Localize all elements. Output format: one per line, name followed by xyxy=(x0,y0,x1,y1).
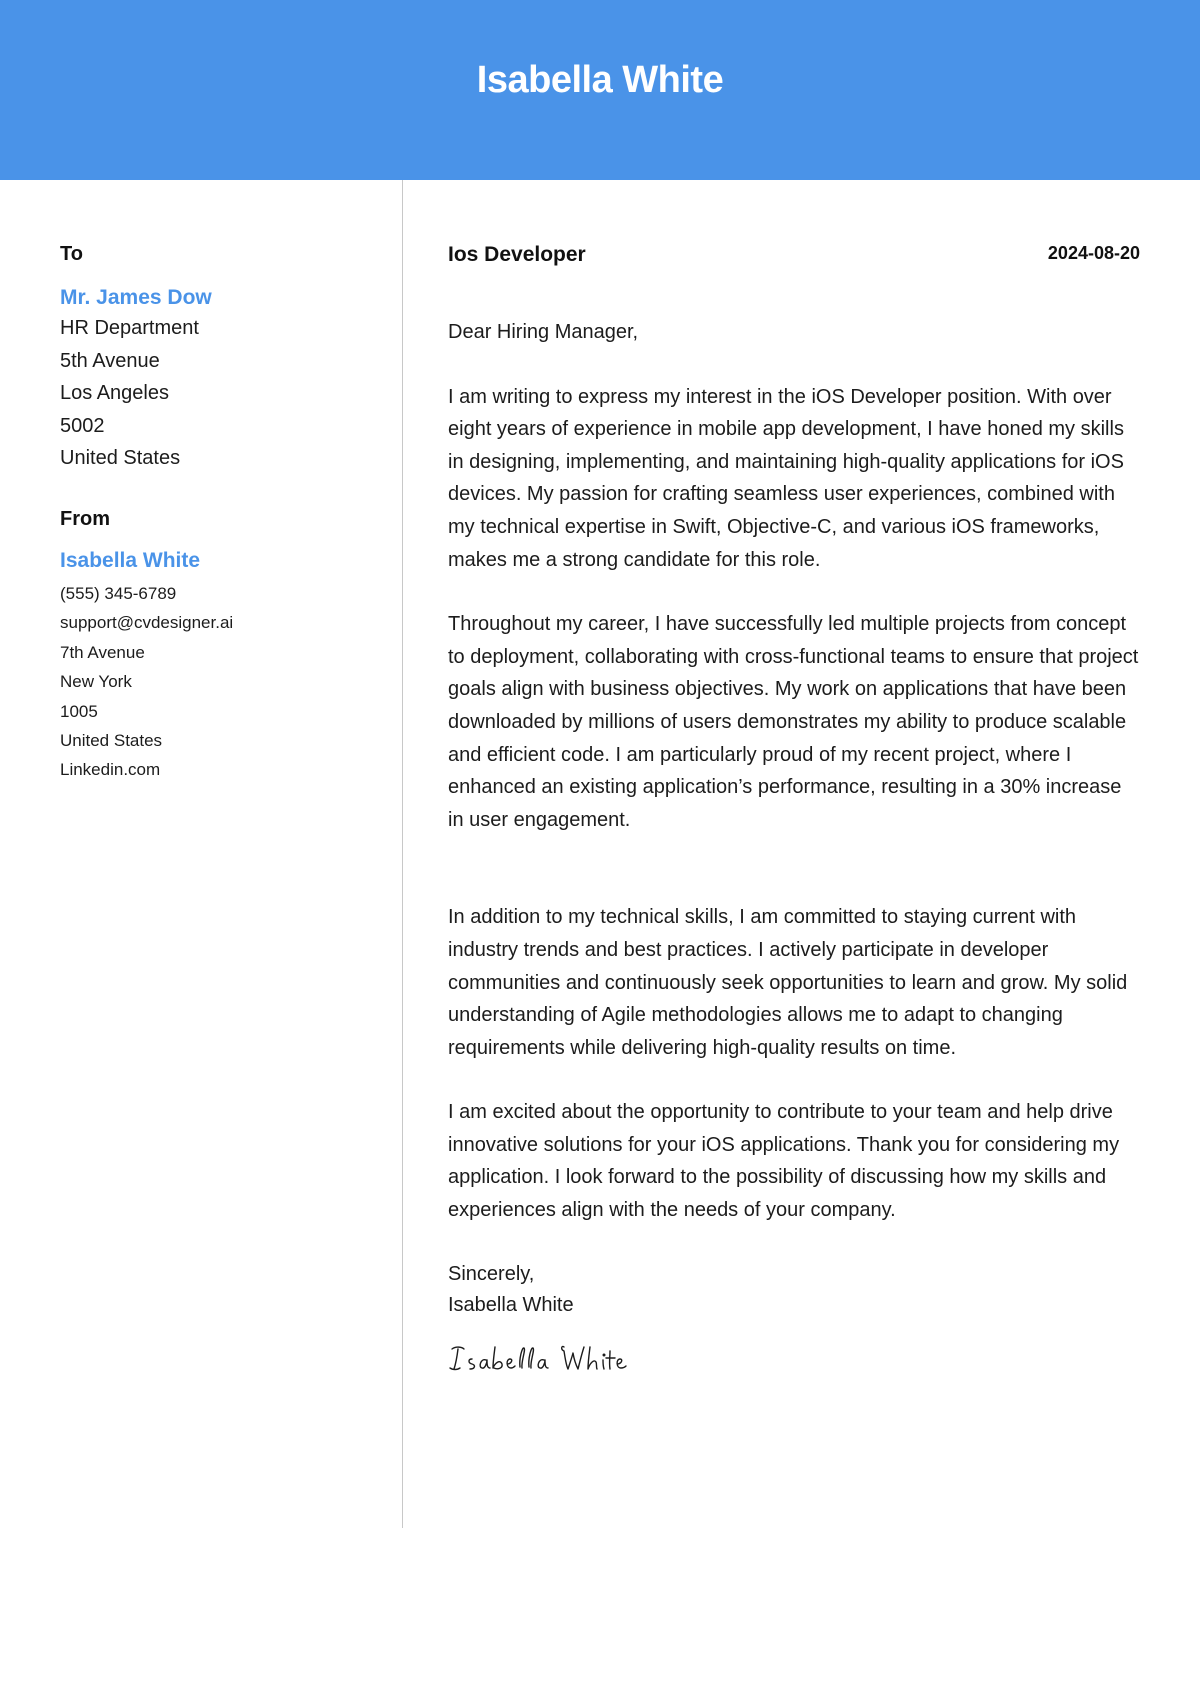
from-label: From xyxy=(60,507,110,530)
greeting: Dear Hiring Manager, xyxy=(448,321,639,343)
letter-body xyxy=(448,240,1140,1384)
closing-name: Isabella White xyxy=(448,1293,574,1316)
closing-salutation: Sincerely, xyxy=(448,1262,535,1285)
sender-zip: 1005 xyxy=(60,701,98,721)
recipient-city: Los Angeles xyxy=(60,382,169,405)
to-label: To xyxy=(60,243,83,265)
handwritten-signature xyxy=(448,1337,648,1379)
letter-date: 2024-08-20 xyxy=(1047,243,1140,263)
sidebar xyxy=(60,240,380,785)
recipient-street: 5th Avenue xyxy=(60,349,160,372)
column-divider xyxy=(402,180,403,1528)
closing-block xyxy=(448,1259,1140,1321)
paragraph-closing: I am excited about the opportunity to contribute to your team and help drive innovative solutions for your iOS applications. Thank you for considering my application. I look forward to the possibility of discussing how my skills and experiences align with the needs of your company. xyxy=(448,1101,1120,1222)
paragraph-intro: I am writing to express my interest in the iOS Developer position. With over eight years of experience in mobile app development, I have honed my skills in designing, implementing, and maintaining high-quality applications for iOS devices. My passion for crafting seamless user experiences, combined with my technical expertise in Swift, Objective-C, and various iOS frameworks, makes me a strong candidate for this role. xyxy=(448,385,1124,571)
sender-street: 7th Avenue xyxy=(60,642,145,662)
letter-heading-row xyxy=(448,240,1140,270)
sender-block xyxy=(60,505,380,785)
applicant-name: Isabella White xyxy=(476,58,724,101)
sender-website: Linkedin.com xyxy=(60,760,161,780)
paragraph-experience: Throughout my career, I have successfully led multiple projects from concept to deployment, collaborating with cross-functional teams to ensure that project goals align with business objectives. My work on applications that have been downloaded by millions of users demonstrates my ability to produce scalable and efficient code. I am particularly proud of my recent project, where I enhanced an existing application’s performance, resulting in a 30% increase in user engagement. xyxy=(448,613,1139,831)
sender-phone: (555) 345-6789 xyxy=(60,583,177,603)
recipient-zip: 5002 xyxy=(60,414,105,437)
job-title: Ios Developer xyxy=(448,243,586,266)
sender-name: Isabella White xyxy=(60,548,201,572)
sender-country: United States xyxy=(60,731,163,750)
recipient-block xyxy=(60,240,380,475)
header-banner xyxy=(0,0,1200,180)
recipient-country: United States xyxy=(60,447,181,470)
recipient-department: HR Department xyxy=(60,317,199,339)
sender-city: New York xyxy=(60,672,132,692)
sender-email: support@cvdesigner.ai xyxy=(60,613,234,633)
paragraph-skills: In addition to my technical skills, I am committed to staying current with industry trends and best practices. I actively participate in developer communities and continuously seek opportunities to learn and grow. My solid understanding of Agile methodologies allows me to adapt to changing requirements while delivering high-quality results on time. xyxy=(448,906,1128,1059)
recipient-name: Mr. James Dow xyxy=(60,286,212,309)
